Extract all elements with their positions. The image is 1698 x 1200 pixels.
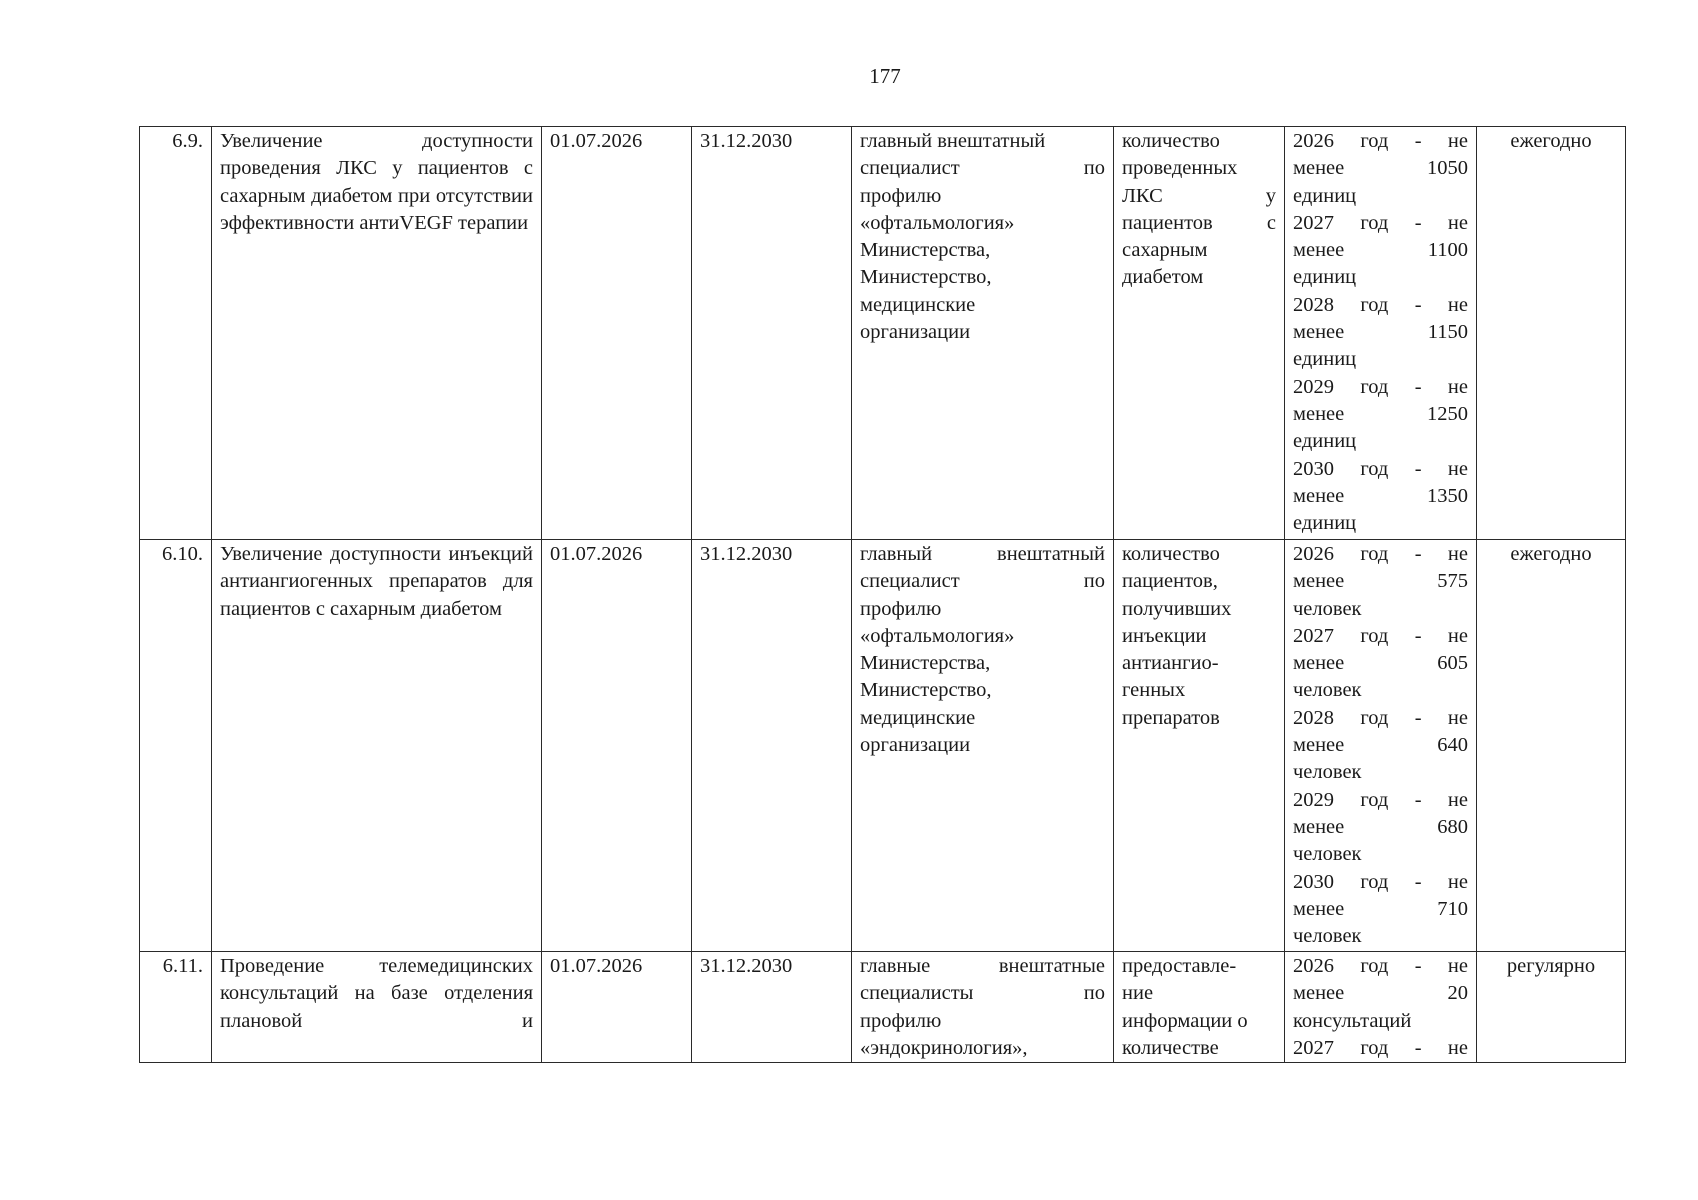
target-unit: человек bbox=[1293, 925, 1362, 948]
executor-line: организации bbox=[860, 321, 971, 344]
target-year: 2027 год - не bbox=[1293, 211, 1468, 234]
indicator-cell bbox=[1114, 540, 1285, 952]
indicator-line: инъекции bbox=[1122, 624, 1207, 647]
indicator-line: препаратов bbox=[1122, 706, 1220, 729]
executor-line: организации bbox=[860, 734, 971, 757]
executor-line: Министерства, bbox=[860, 652, 991, 675]
target-year: 2027 год - не bbox=[1293, 1036, 1468, 1059]
executor-line: «эндокринология», bbox=[860, 1036, 1028, 1059]
executor-line: медицинские bbox=[860, 706, 976, 729]
page-number: 177 bbox=[869, 64, 901, 88]
end-date: 31.12.2030 bbox=[692, 952, 852, 1063]
indicator-line: количество bbox=[1122, 130, 1220, 152]
indicator-line: предоставле- bbox=[1122, 955, 1237, 977]
target-value: менее 710 bbox=[1293, 897, 1468, 920]
targets-cell bbox=[1285, 952, 1477, 1063]
indicator-line: диабетом bbox=[1122, 266, 1204, 289]
indicator-line: генных bbox=[1122, 679, 1186, 702]
target-value: менее 605 bbox=[1293, 652, 1468, 675]
target-value: менее 680 bbox=[1293, 815, 1468, 838]
target-year: 2029 год - не bbox=[1293, 788, 1468, 811]
target-unit: консультаций bbox=[1293, 1009, 1412, 1032]
target-unit: единиц bbox=[1293, 348, 1357, 371]
executor-cell bbox=[852, 952, 1114, 1063]
table-row bbox=[140, 952, 1626, 1063]
measure-name: Проведение телемедицинских консультаций на базе отделения плановой и bbox=[212, 952, 542, 1063]
executor-line: профилю bbox=[860, 184, 942, 207]
target-year: 2029 год - не bbox=[1293, 375, 1468, 398]
target-unit: человек bbox=[1293, 761, 1362, 784]
indicator-line: пациентов с bbox=[1122, 211, 1276, 234]
target-year: 2030 год - не bbox=[1293, 870, 1468, 893]
measures-table bbox=[139, 126, 1626, 1063]
end-date: 31.12.2030 bbox=[692, 540, 852, 952]
target-value: менее 20 bbox=[1293, 982, 1468, 1005]
executor-line: медицинские bbox=[860, 293, 976, 316]
executor-line: Министерство, bbox=[860, 266, 992, 289]
indicator-line: количество bbox=[1122, 543, 1220, 565]
target-value: менее 1350 bbox=[1293, 484, 1468, 507]
indicator-line: ние bbox=[1122, 982, 1154, 1005]
target-unit: человек bbox=[1293, 597, 1362, 620]
table-body bbox=[140, 127, 1626, 1063]
row-number: 6.10. bbox=[140, 540, 212, 952]
target-unit: человек bbox=[1293, 843, 1362, 866]
indicator-line: проведенных bbox=[1122, 157, 1238, 180]
row-number: 6.11. bbox=[140, 952, 212, 1063]
target-value: менее 1150 bbox=[1293, 321, 1468, 344]
target-unit: человек bbox=[1293, 679, 1362, 702]
target-year: 2028 год - не bbox=[1293, 293, 1468, 316]
executor-line: профилю bbox=[860, 597, 942, 620]
indicator-line: антиангио- bbox=[1122, 652, 1219, 675]
start-date: 01.07.2026 bbox=[542, 952, 692, 1063]
target-year: 2026 год - не bbox=[1293, 130, 1468, 152]
indicator-line: количестве bbox=[1122, 1036, 1219, 1059]
executor-line: профилю bbox=[860, 1009, 942, 1032]
indicator-cell bbox=[1114, 127, 1285, 540]
indicator-line: пациентов, bbox=[1122, 570, 1218, 593]
end-date: 31.12.2030 bbox=[692, 127, 852, 540]
target-value: менее 1100 bbox=[1293, 239, 1468, 262]
indicator-line: сахарным bbox=[1122, 239, 1208, 262]
frequency: ежегодно bbox=[1477, 540, 1626, 952]
target-year: 2028 год - не bbox=[1293, 706, 1468, 729]
target-value: менее 575 bbox=[1293, 570, 1468, 593]
indicator-line: ЛКС у bbox=[1122, 184, 1276, 207]
indicator-line: информации о bbox=[1122, 1009, 1248, 1032]
measure-name: Увеличение доступности проведения ЛКС у пациентов с сахарным диабетом при отсутствии эффективности антиVEGF терапии bbox=[212, 127, 542, 540]
table-row bbox=[140, 540, 1626, 952]
targets-cell bbox=[1285, 127, 1477, 540]
target-year: 2027 год - не bbox=[1293, 624, 1468, 647]
executor-cell bbox=[852, 127, 1114, 540]
target-year: 2026 год - не bbox=[1293, 955, 1468, 977]
executor-line: главный внештатный специалист по bbox=[860, 543, 1105, 593]
start-date: 01.07.2026 bbox=[542, 540, 692, 952]
executor-line: главный внештатный специалист по bbox=[860, 130, 1105, 180]
target-value: менее 1250 bbox=[1293, 402, 1468, 425]
indicator-cell bbox=[1114, 952, 1285, 1063]
executor-line: Министерство, bbox=[860, 679, 992, 702]
executor-line: «офтальмология» bbox=[860, 211, 1015, 234]
frequency: ежегодно bbox=[1477, 127, 1626, 540]
start-date: 01.07.2026 bbox=[542, 127, 692, 540]
target-unit: единиц bbox=[1293, 184, 1357, 207]
row-number: 6.9. bbox=[140, 127, 212, 540]
target-value: менее 1050 bbox=[1293, 157, 1468, 180]
executor-cell bbox=[852, 540, 1114, 952]
executor-line: главные внештатные специалисты по bbox=[860, 955, 1105, 1005]
targets-cell bbox=[1285, 540, 1477, 952]
target-unit: единиц bbox=[1293, 430, 1357, 453]
indicator-line: получивших bbox=[1122, 597, 1232, 620]
target-value: менее 640 bbox=[1293, 734, 1468, 757]
table-row bbox=[140, 127, 1626, 540]
executor-line: Министерства, bbox=[860, 239, 991, 262]
executor-line: «офтальмология» bbox=[860, 624, 1015, 647]
target-unit: единиц bbox=[1293, 266, 1357, 289]
target-unit: единиц bbox=[1293, 512, 1357, 535]
measure-name: Увеличение доступности инъекций антиангиогенных препаратов для пациентов с сахарным диабетом bbox=[212, 540, 542, 952]
frequency: регулярно bbox=[1477, 952, 1626, 1063]
target-year: 2030 год - не bbox=[1293, 457, 1468, 480]
target-year: 2026 год - не bbox=[1293, 543, 1468, 565]
